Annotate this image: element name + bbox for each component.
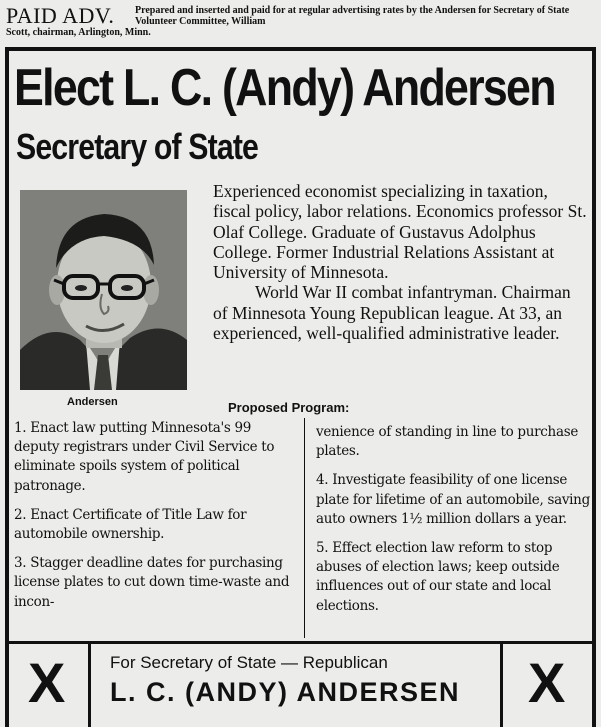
program-item: venience of standing in line to purchase plates.: [316, 424, 579, 460]
paid-adv-label: PAID ADV.: [6, 3, 115, 28]
bio-paragraph-1: Experienced economist specializing in taxation, fiscal policy, labor relations. Economics professor St. Olaf College. Graduate of Gustavus Adolphus College. Former Industrial Relations Assistant at University of Minnesota.: [213, 181, 587, 283]
bio-paragraph-2: World War II combat infantryman. Chairman of Minnesota Young Republican league. At 33, an experienced, well-qualified administrative leader.: [213, 282, 571, 344]
headline: Elect L. C. (Andy) Andersen: [14, 59, 555, 117]
box-left-rule: [5, 47, 9, 727]
program-item: 1. Enact law putting Minnesota's 99 deputy registrars under Civil Service to eliminate spoils system of political patronage.: [14, 420, 275, 494]
program-column-2: [316, 423, 591, 626]
ballot-x-mark-right: X: [528, 651, 566, 714]
disclosure-line-1: Prepared and inserted and paid for at regular advertising rates by the Andersen for Secretary of State Volunteer Committee, William: [135, 5, 570, 27]
subhead: Secretary of State: [16, 126, 259, 167]
program-item: 2. Enact Certificate of Title Law for automobile ownership.: [14, 506, 247, 543]
program-column-1: [14, 419, 299, 622]
box-top-rule: [5, 47, 596, 51]
ballot-top-rule: [5, 641, 596, 644]
program-item: 5. Effect election law reform to stop abuses of election laws; keep outside influences out of our state and local elections.: [316, 540, 560, 614]
program-item: 4. Investigate feasibility of one license plate for lifetime of an automobile, saving auto owners 1½ million dollars a year.: [316, 472, 590, 527]
bio-text: [213, 181, 588, 343]
ballot-candidate-name: L. C. (ANDY) ANDERSEN: [110, 677, 461, 707]
candidate-photo: [20, 190, 187, 390]
ballot-inner-right-rule: [500, 641, 503, 727]
ballot-inner-left-rule: [88, 641, 91, 727]
photo-caption: Andersen: [67, 396, 118, 408]
column-divider: [304, 418, 305, 638]
program-heading: Proposed Program:: [228, 400, 350, 415]
box-right-rule: [592, 47, 596, 727]
program-item: 3. Stagger deadline dates for purchasing license plates to cut down time-waste and incon-: [14, 555, 290, 610]
disclosure-line-2: Scott, chairman, Arlington, Minn.: [6, 27, 151, 38]
ballot-office-line: For Secretary of State — Republican: [110, 653, 388, 672]
ballot-x-mark-left: X: [28, 651, 66, 714]
